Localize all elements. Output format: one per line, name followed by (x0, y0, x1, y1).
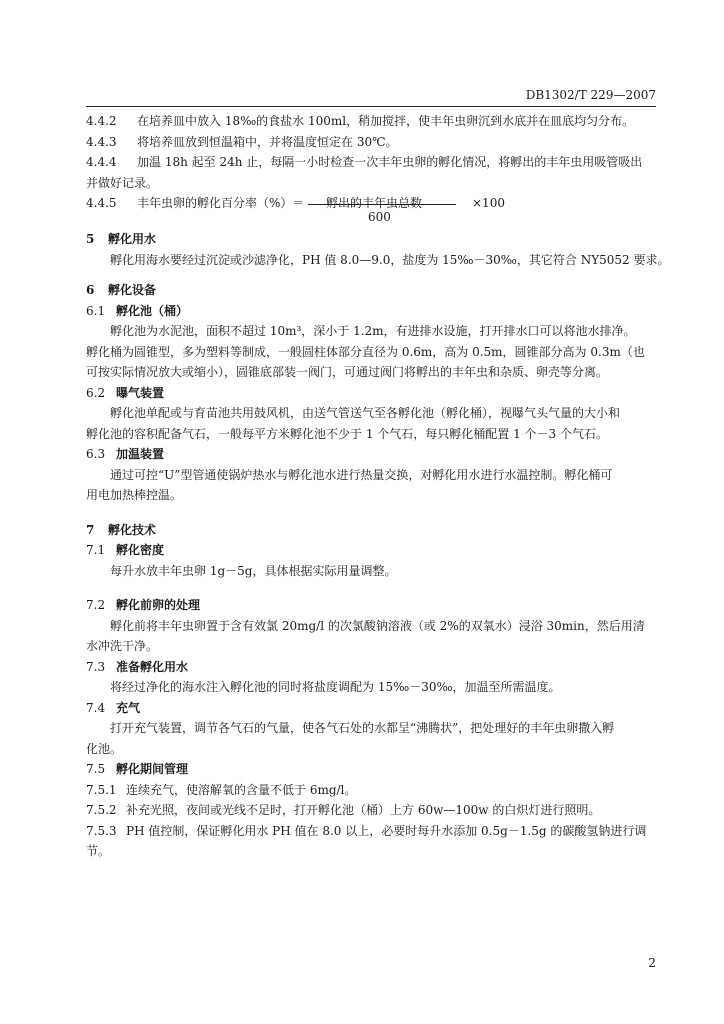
clause-title: 孵化池（桶） (116, 303, 189, 318)
clause-7-1-line-1: 每升水放丰年虫卵 1g－5g，具体根据实际用量调整。 (110, 563, 397, 578)
clause-4-4-4 (86, 152, 656, 173)
clause-text: 连续充气，使溶解氧的含量不低于 6mg/l。 (126, 782, 357, 797)
clause-7-4-line-1: 打开充气装置，调节各气石的气量，使各气石处的水都呈“沸腾状”，把处理好的丰年虫卵撒入孵 (110, 721, 615, 735)
section-7-heading (86, 520, 656, 541)
clause-text: 在培养皿中放入 18‰的食盐水 100ml，稍加搅拌，使丰年虫卵沉到水底并在皿底均匀分布。 (137, 114, 635, 128)
clause-text: PH 值控制，保证孵化用水 PH 值在 8.0 以上，必要时每升水添加 0.5g－1.5g 的碳酸氢钠进行调 (126, 823, 647, 838)
section-5-heading (86, 229, 656, 250)
section-number: 7 (86, 522, 95, 537)
clause-7-5-1 (86, 780, 656, 801)
clause-number: 7.1 (86, 543, 106, 557)
clause-title: 孵化密度 (116, 543, 165, 557)
clause-7-3-heading (86, 657, 656, 678)
section-title: 孵化设备 (108, 283, 157, 297)
section-title: 孵化技术 (108, 522, 157, 537)
clause-7-5-heading (86, 759, 656, 780)
clause-number: 6.3 (86, 447, 106, 461)
formula-label: 丰年虫卵的孵化百分率（%）＝ (137, 196, 305, 210)
clause-6-1-line-1: 孵化池为水泥池，面积不超过 10m³，深小于 1.2m，有进排水设施，打开排水口可以将池水排净。 (110, 324, 636, 338)
clause-6-1-line-2: 孵化桶为圆锥型，多为塑料等制成，一般圆柱体部分直径为 0.6m，高为 0.5m，圆锥部分高为 0.3m（也 (86, 344, 645, 359)
clause-6-3-line-1: 通过可控“U”型管通使锅炉热水与孵化池水进行热量交换，对孵化用水进行水温控制。孵化桶可 (110, 467, 613, 482)
clause-number: 7.5.2 (86, 803, 117, 817)
clause-7-4-line-2: 化池。 (86, 741, 123, 756)
clause-title: 准备孵化用水 (116, 659, 189, 674)
clause-number: 7.2 (86, 598, 106, 612)
clause-title: 加温装置 (116, 447, 165, 461)
clause-title: 曝气装置 (116, 385, 165, 400)
header-rule (86, 106, 656, 107)
clause-number: 6.1 (86, 303, 106, 318)
clause-6-2-line-2: 孵化池的容积配备气石，一般每平方米孵化池不少于 1 个气石，每只孵化桶配置 1 个－3 个气石。 (86, 426, 608, 441)
section-5-paragraph: 孵化用海水要经过沉淀或沙滤净化，PH 值 8.0—9.0，盐度为 15‰－30‰，其它符合 NY5052 要求。 (110, 252, 670, 267)
clause-7-2-heading (86, 595, 656, 616)
clause-7-5-3 (86, 821, 656, 842)
section-6-heading (86, 280, 656, 301)
document-body (86, 111, 670, 862)
clause-number: 6.2 (86, 385, 106, 400)
clause-number: 4.4.2 (86, 114, 117, 128)
formula-denominator: 600 (368, 210, 391, 224)
section-title: 孵化用水 (108, 232, 157, 246)
clause-text: 补充光照，夜间或光线不足时，打开孵化池（桶）上方 60w—100w 的白炽灯进行照明。 (126, 803, 601, 817)
formula-numerator: 孵出的丰年虫总数 (326, 196, 423, 210)
clause-6-1-line-3: 可按实际情况放大或缩小），圆锥底部装一阀门，可通过阀门将孵出的丰年虫和杂质、卵壳等分离。 (86, 365, 609, 379)
clause-number: 7.4 (86, 700, 106, 715)
clause-7-2-line-1: 孵化前将丰年虫卵置于含有效氯 20mg/l 的次氯酸钠溶液（或 2%的双氧水）浸浴 30min，然后用清 (110, 618, 645, 633)
hatch-rate-formula (86, 193, 656, 229)
formula-multiplier: ×100 (472, 196, 505, 210)
section-number: 5 (86, 232, 95, 246)
clause-number: 7.3 (86, 659, 106, 674)
page-number: 2 (648, 956, 656, 970)
clause-7-2-line-2: 水冲洗干净。 (86, 639, 159, 653)
standard-number: DB1302/T 229—2007 (525, 88, 656, 102)
clause-6-2-line-1: 孵化池单配或与育苗池共用鼓风机，由送气管送气至各孵化池（孵化桶），视曝气头气量的大小和 (110, 406, 621, 420)
clause-7-4-heading (86, 698, 656, 719)
clause-number: 4.4.5 (86, 196, 117, 210)
clause-4-4-3 (86, 132, 656, 153)
clause-number: 4.4.4 (86, 155, 117, 169)
clause-number: 7.5 (86, 762, 106, 776)
clause-6-3-heading (86, 444, 656, 465)
clause-number: 4.4.3 (86, 134, 117, 149)
clause-4-4-4-continued: 并做好记录。 (86, 175, 159, 190)
clause-6-2-heading (86, 383, 656, 404)
clause-number: 7.5.3 (86, 823, 117, 838)
section-number: 6 (86, 283, 95, 297)
clause-title: 孵化前卵的处理 (116, 598, 201, 612)
clause-4-4-2 (86, 111, 656, 132)
clause-7-5-3-continued: 节。 (86, 844, 111, 858)
formula-lead (86, 193, 304, 214)
clause-text: 将培养皿放到恒温箱中，并将温度恒定在 30℃。 (137, 134, 398, 149)
clause-text: 加温 18h 起至 24h 止，每隔一小时检查一次丰年虫卵的孵化情况，将孵出的丰年虫用吸管吸出 (137, 155, 643, 169)
clause-title: 孵化期间管理 (116, 762, 189, 776)
clause-title: 充气 (116, 700, 141, 715)
clause-6-1-heading (86, 301, 656, 322)
clause-7-3-line-1: 将经过净化的海水注入孵化池的同时将盐度调配为 15‰－30‰，加温至所需温度。 (110, 680, 561, 694)
clause-number: 7.5.1 (86, 782, 117, 797)
clause-6-3-line-2: 用电加热棒控温。 (86, 488, 183, 502)
clause-7-5-2 (86, 800, 656, 821)
clause-7-1-heading (86, 540, 656, 561)
